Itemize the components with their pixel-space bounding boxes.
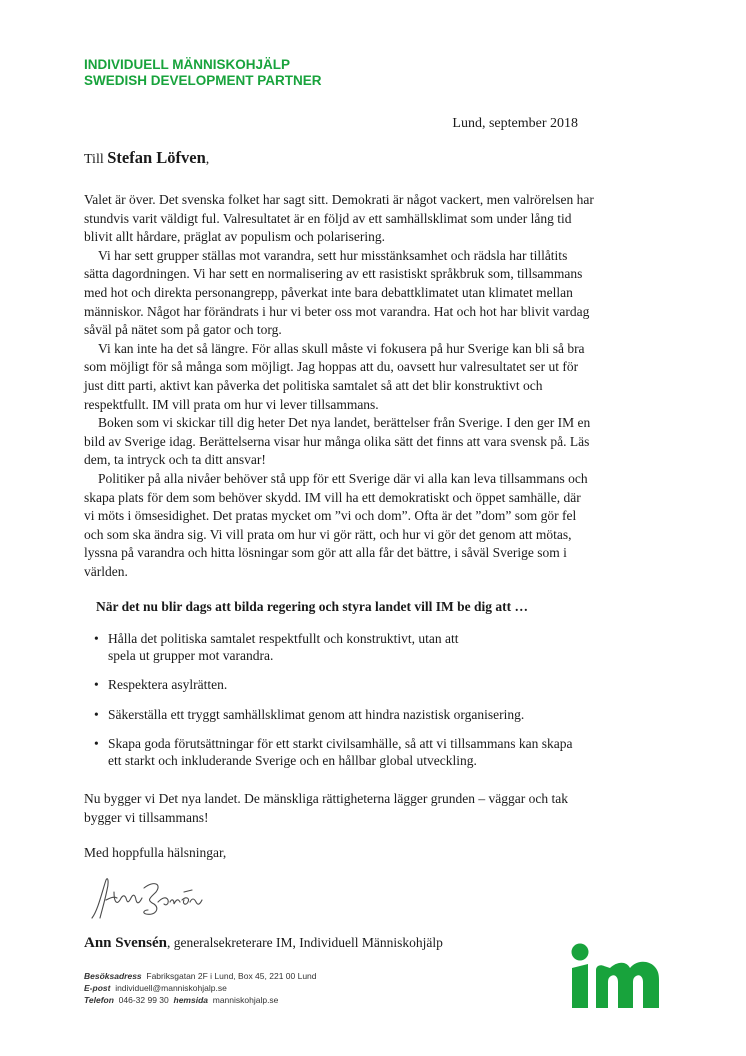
list-item-text: Säkerställa ett tryggt samhällsklimat genom att hindra nazistisk organisering. — [108, 706, 525, 722]
signer — [84, 935, 443, 952]
paragraph: Vi har sett grupper ställas mot varandra, sett hur misstänksamhet och rädsla har tillåtits sätta dagordningen. Vi har sett en normalisering av ett rasistiskt språkbruk som, tillsammans med hot och direkta personangrepp, påverkat inte bara debattklimatet utan klimatet mellan människor. Något har förändrats i hur vi beter oss mot varandra. Hat och hot har blivit vardag såväl på nätet som på gator och torg. — [84, 247, 590, 338]
org-name-english: SWEDISH DEVELOPMENT PARTNER — [84, 73, 322, 88]
im-logo-icon — [566, 940, 664, 1010]
list-item-text: Respektera asylrätten. — [108, 677, 228, 693]
paragraph: Nu bygger vi Det nya landet. De mänskliga rättigheterna lägger grunden – väggar och tak bygger vi tillsammans! — [84, 791, 568, 825]
email-label: E-post — [84, 983, 111, 993]
list-item — [92, 631, 612, 664]
address-label: Besöksadress — [84, 971, 142, 981]
request-list — [92, 631, 612, 783]
email-line — [84, 982, 317, 994]
list-item — [92, 677, 612, 694]
closing-paragraph — [84, 790, 594, 827]
phone-label: Telefon — [84, 995, 114, 1005]
signature-image — [84, 870, 214, 926]
paragraph: Valet är över. Det svenska folket har sagt sitt. Demokrati är något vackert, men valrörelsen har stundvis varit väldigt ful. Valresultatet är en följd av ett samhällsklimat som under lång tid blivit allt hårdare, präglat av populism och polarisering. — [84, 192, 594, 245]
greeting-prefix: Till — [84, 152, 104, 167]
regards: Med hoppfulla hälsningar, — [84, 845, 227, 860]
web-label: hemsida — [173, 995, 208, 1005]
list-item — [92, 707, 612, 724]
paragraph: Vi kan inte ha det så längre. För allas skull måste vi fokusera på hur Sverige kan bli så bra som möjligt för så många som möjligt. Jag hoppas att du, oavsett hur valresultatet ser ut för just ditt parti, aktivt kan påverka det politiska samtalet så att det blir konstruktivt och respektfullt. IM vill prata om hur vi lever tillsammans. — [84, 340, 585, 412]
signer-title: , generalsekreterare IM, Individuell Människohjälp — [166, 935, 443, 950]
address-line — [84, 970, 317, 982]
letter-body — [84, 191, 594, 581]
paragraph: Boken som vi skickar till dig heter Det nya landet, berättelser från Sverige. I den ger IM en bild av Sverige idag. Berättelserna visar hur många olika sätt det finns att vara svensk på. Läs dem, ta intryck och ta ditt ansvar! — [84, 415, 591, 468]
signer-name: Ann Svensén — [84, 935, 167, 951]
website-link[interactable]: manniskohjalp.se — [212, 995, 279, 1005]
greeting — [84, 148, 209, 168]
phone-value: 046-32 99 30 — [118, 995, 169, 1005]
letter-date: Lund, september 2018 — [452, 116, 578, 131]
list-item — [92, 736, 612, 769]
organization-header — [84, 57, 322, 89]
email-link[interactable]: individuell@manniskohjalp.se — [115, 983, 227, 993]
greeting-comma: , — [205, 152, 210, 167]
contact-footer — [84, 970, 317, 1006]
paragraph: Politiker på alla nivåer behöver stå upp för ett Sverige där vi alla kan leva tillsammans och skapa plats för dem som behöver skydd. IM vill ha ett demokratiskt och öppet samhälle, där vi möts i ömsesidighet. Det pratas mycket om ”vi och dom”. Ofta är det ”dom” som gör fel och som ska ändra sig. Vi vill prata om hur vi gör rätt, och hur vi gör det genom att mötas, lyssna på varandra och hitta lösningar som gör att alla får det bättre, i såväl Sverige som i världen. — [84, 470, 588, 579]
address-value: Fabriksgatan 2F i Lund, Box 45, 221 00 Lund — [146, 971, 317, 981]
ask-heading: När det nu blir dags att bilda regering och styra landet vill IM be dig att … — [96, 599, 529, 614]
phone-line — [84, 994, 317, 1006]
list-item-text: Hålla det politiska samtalet respektfullt och konstruktivt, utan att spela ut grupper mot varandra. — [108, 631, 459, 663]
org-name-swedish: INDIVIDUELL MÄNNISKOHJÄLP — [84, 57, 291, 72]
list-item-text: Skapa goda förutsättningar för ett starkt civilsamhälle, så att vi tillsammans kan skapa ett starkt och inkluderande Sverige och en hållbar global utveckling. — [108, 736, 573, 768]
recipient-name: Stefan Löfven — [107, 148, 206, 167]
